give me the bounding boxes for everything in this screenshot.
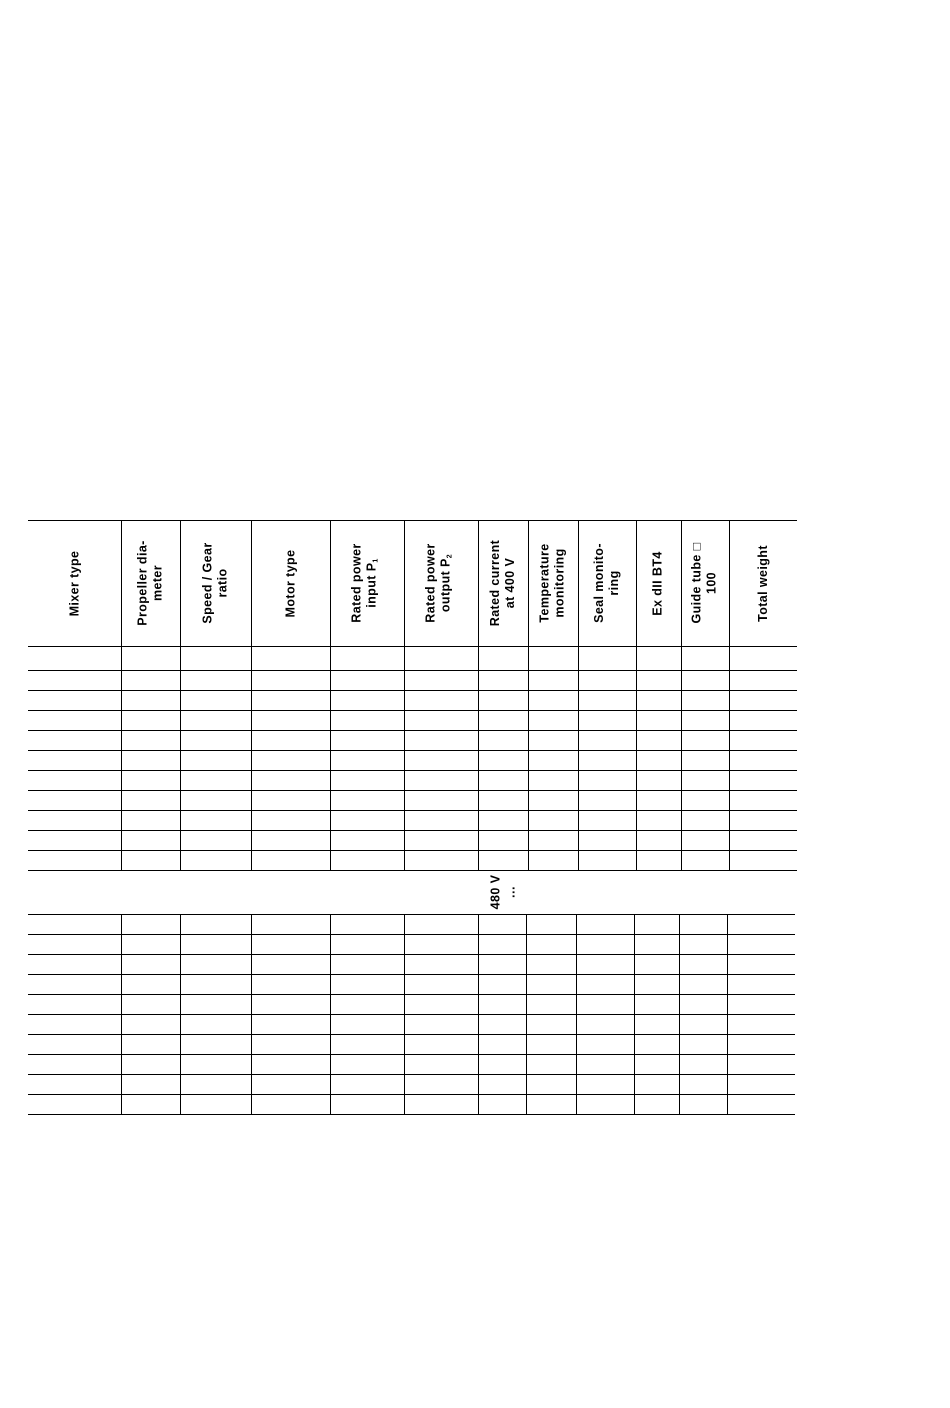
column-header: [404, 520, 478, 646]
column-header-line: Ex dII BT4: [651, 550, 665, 616]
section-divider-line: 480 V: [487, 874, 502, 910]
column-header-line: Speed / Gear: [200, 542, 215, 624]
column-header: [121, 520, 180, 646]
column-header-line: monitoring: [553, 548, 568, 618]
section-rule: [28, 870, 797, 871]
column-header-line: 100: [705, 571, 720, 595]
column-header: [478, 520, 528, 646]
column-header-line: Motor type: [282, 549, 297, 617]
column-rule: [576, 914, 577, 1114]
column-header-line: Mixer type: [67, 550, 81, 616]
column-rule: [121, 914, 122, 1114]
column-rule: [404, 914, 405, 1114]
column-rule: [679, 914, 680, 1114]
column-header: [636, 520, 681, 646]
column-rule: [727, 914, 728, 1114]
column-header-line: Seal monito-: [592, 543, 606, 623]
column-header: [528, 520, 578, 646]
column-rule: [180, 914, 181, 1114]
column-header-line: Total weight: [755, 544, 770, 622]
column-header-line: ratio: [215, 568, 230, 598]
column-header-line: at 400 V: [503, 557, 517, 609]
column-header: [251, 520, 330, 646]
row-rule: [28, 1114, 795, 1115]
column-header-subscript: 2: [447, 553, 455, 559]
column-header-line: Temperature: [538, 543, 553, 623]
column-rule: [526, 914, 527, 1114]
column-header-line: meter: [150, 564, 165, 602]
column-header-line: input $P_1$: [365, 558, 381, 608]
column-header: [681, 520, 729, 646]
column-header: [28, 520, 121, 646]
section-divider-line: …: [502, 885, 517, 899]
column-header-line: output $P_2$: [439, 553, 455, 613]
column-rule: [251, 914, 252, 1114]
column-rule: [330, 914, 331, 1114]
column-header: [578, 520, 636, 646]
column-header-subscript: 1: [373, 558, 381, 563]
section-divider-label: [478, 870, 528, 914]
column-rule: [478, 914, 479, 1114]
column-header-line: ring: [607, 570, 621, 596]
column-header: [729, 520, 797, 646]
column-header-line: Rated power: [424, 543, 439, 623]
column-rule: [634, 914, 635, 1114]
column-header-line: Rated current: [488, 539, 502, 627]
column-header-line: Propeller dia-: [135, 540, 150, 626]
column-header-line: Guide tube □: [690, 542, 705, 624]
column-header: [180, 520, 251, 646]
column-header-line: Rated power: [350, 543, 365, 623]
column-header: [330, 520, 404, 646]
